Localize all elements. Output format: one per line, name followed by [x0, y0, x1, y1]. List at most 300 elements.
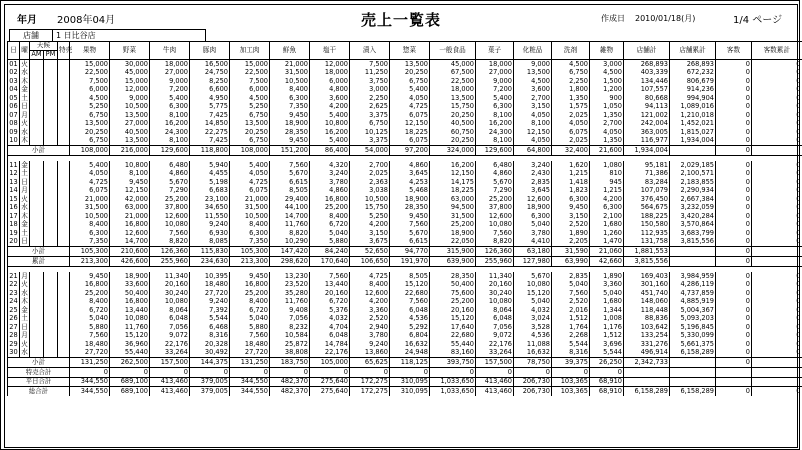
- value-cell: 2,363: [350, 178, 390, 187]
- value-cell: 6,075: [70, 187, 110, 196]
- value-cell: 3,675: [350, 238, 390, 247]
- value-cell: 4,050: [552, 120, 590, 129]
- value-cell: 16,500: [190, 60, 230, 69]
- value-cell: 13,500: [514, 69, 552, 78]
- value-cell: 13,500: [70, 120, 110, 129]
- weather-pm-cell: [44, 178, 58, 187]
- value-cell: 60,750: [430, 128, 476, 137]
- value-cell: 21,000: [70, 195, 110, 204]
- value-cell: 672,232: [670, 69, 716, 78]
- value-cell: 0: [716, 289, 752, 298]
- value-cell: 107,079: [624, 187, 670, 196]
- value-cell: 5,250: [230, 103, 270, 112]
- weather-am-cell: [30, 238, 44, 247]
- summary-value-cell: [624, 377, 670, 387]
- value-cell: 0: [716, 229, 752, 238]
- value-cell: 6,480: [150, 161, 190, 170]
- day-cell: 30: [9, 348, 18, 356]
- dow-cell: 金: [21, 305, 28, 314]
- value-cell: 13,500: [430, 94, 476, 103]
- value-cell: 2,100,571: [670, 170, 716, 179]
- value-cell: 6,750: [552, 69, 590, 78]
- value-cell: 31,500: [270, 69, 310, 78]
- value-cell: 2,025: [552, 111, 590, 120]
- dow-cell: 木: [21, 76, 28, 85]
- value-cell: 5,040: [514, 221, 552, 230]
- value-cell: 14,784: [310, 340, 350, 349]
- summary-value-cell: 2,342,733: [624, 358, 670, 368]
- summary-value-cell: 413,460: [476, 377, 514, 387]
- col-day: 日: [8, 42, 20, 60]
- value-cell: 0: [716, 298, 752, 307]
- value-cell: 27,720: [190, 289, 230, 298]
- value-cell: 4,950: [190, 94, 230, 103]
- weather-pm-cell: [44, 137, 58, 146]
- value-cell: 20,160: [476, 281, 514, 290]
- special-cell: [58, 195, 70, 204]
- weather-am-cell: [30, 332, 44, 341]
- summary-row: [8, 257, 802, 267]
- weather-pm-cell: [44, 204, 58, 213]
- summary-value-cell: [670, 257, 716, 267]
- weather-am-cell: [30, 221, 44, 230]
- value-cell: 36,960: [110, 340, 150, 349]
- value-cell: 6,300: [270, 94, 310, 103]
- weather-am-cell: [30, 204, 44, 213]
- value-cell: 55,440: [110, 349, 150, 358]
- value-cell: 20,328: [190, 340, 230, 349]
- day-cell: 23: [9, 288, 18, 297]
- value-cell: 169,403: [624, 272, 670, 281]
- day-cell: 04: [9, 85, 18, 93]
- value-cell: 3,815,556: [670, 238, 716, 247]
- value-cell: 150,580: [624, 221, 670, 230]
- weather-am-cell: [30, 349, 44, 358]
- value-cell: 9,450: [70, 272, 110, 281]
- value-cell: 9,000: [110, 94, 150, 103]
- value-cell: 0: [752, 298, 802, 307]
- value-cell: 1,215: [552, 170, 590, 179]
- col-weather-pm: PM: [44, 51, 58, 60]
- value-cell: 8,400: [270, 86, 310, 95]
- value-cell: 9,450: [552, 204, 590, 213]
- value-cell: 6,720: [310, 221, 350, 230]
- weather-am-cell: [30, 281, 44, 290]
- table-row: [8, 69, 802, 78]
- weather-am-cell: [30, 298, 44, 307]
- value-cell: 4,050: [230, 170, 270, 179]
- summary-row: [8, 247, 802, 257]
- value-cell: 3,024: [514, 315, 552, 324]
- value-cell: 22,176: [310, 349, 350, 358]
- value-cell: 4,320: [310, 161, 350, 170]
- value-cell: 45,000: [430, 60, 476, 69]
- value-cell: 268,893: [624, 60, 670, 69]
- value-cell: 22,050: [430, 238, 476, 247]
- day-cell: 20: [9, 237, 18, 245]
- day-cell: 15: [9, 194, 18, 203]
- value-cell: 8,820: [476, 238, 514, 247]
- day-cell: 28: [9, 331, 18, 339]
- weather-am-cell: [30, 137, 44, 146]
- value-cell: 83,284: [624, 178, 670, 187]
- value-cell: 0: [716, 170, 752, 179]
- summary-value-cell: 118,800: [190, 146, 230, 156]
- value-cell: 0: [716, 111, 752, 120]
- value-cell: 5,400: [476, 94, 514, 103]
- special-cell: [58, 120, 70, 129]
- value-cell: 3,000: [590, 60, 624, 69]
- store-field: [9, 29, 206, 41]
- summary-value-cell: 255,960: [150, 257, 190, 267]
- summary-value-cell: 65,625: [350, 358, 390, 368]
- value-cell: 1,350: [590, 137, 624, 146]
- value-cell: 0: [716, 306, 752, 315]
- value-cell: 6,720: [310, 298, 350, 307]
- value-cell: 1,800: [552, 86, 590, 95]
- value-cell: 7,500: [350, 60, 390, 69]
- value-cell: 0: [716, 128, 752, 137]
- special-cell: [58, 161, 70, 170]
- special-cell: [58, 170, 70, 179]
- value-cell: 4,885,919: [670, 298, 716, 307]
- value-cell: 5,775: [190, 103, 230, 112]
- value-cell: 1,680: [590, 298, 624, 307]
- summary-value-cell: 315,900: [430, 247, 476, 257]
- summary-label: 平日合計: [8, 377, 70, 387]
- weather-am-cell: [30, 120, 44, 129]
- weather-am-cell: [30, 128, 44, 137]
- value-cell: 33,264: [476, 349, 514, 358]
- summary-value-cell: [670, 358, 716, 368]
- value-cell: 451,740: [624, 289, 670, 298]
- summary-value-cell: 32,400: [552, 146, 590, 156]
- value-cell: 1,512: [590, 332, 624, 341]
- summary-value-cell: 3,815,556: [624, 257, 670, 267]
- weather-pm-cell: [44, 229, 58, 238]
- dow-cell: 水: [21, 288, 28, 297]
- value-cell: 564,675: [624, 204, 670, 213]
- value-cell: 45,000: [110, 69, 150, 78]
- value-cell: 22,275: [190, 128, 230, 137]
- value-cell: 15,750: [430, 103, 476, 112]
- value-cell: 6,930: [190, 229, 230, 238]
- summary-value-cell: 262,500: [110, 358, 150, 368]
- value-cell: 15,000: [70, 60, 110, 69]
- value-cell: 1,176: [590, 323, 624, 332]
- summary-value-cell: 105,300: [230, 247, 270, 257]
- value-cell: 37,800: [150, 204, 190, 213]
- value-cell: 7,200: [476, 86, 514, 95]
- special-cell: [58, 94, 70, 103]
- value-cell: 7,560: [552, 289, 590, 298]
- special-cell: [58, 221, 70, 230]
- value-cell: 4,737,859: [670, 289, 716, 298]
- summary-value-cell: 0: [552, 368, 590, 378]
- summary-value-cell: 379,005: [190, 377, 230, 387]
- value-cell: 16,632: [390, 340, 430, 349]
- summary-value-cell: 0: [270, 368, 310, 378]
- value-cell: 5,880: [230, 323, 270, 332]
- value-cell: 0: [752, 212, 802, 221]
- summary-value-cell: 689,100: [110, 377, 150, 387]
- summary-value-cell: 108,000: [230, 146, 270, 156]
- value-cell: 10,080: [150, 221, 190, 230]
- value-cell: 0: [716, 120, 752, 129]
- value-cell: 6,000: [70, 86, 110, 95]
- summary-value-cell: 213,300: [70, 257, 110, 267]
- value-cell: 2,250: [552, 77, 590, 86]
- value-cell: 4,860: [476, 170, 514, 179]
- value-cell: 12,600: [110, 229, 150, 238]
- special-cell: [58, 178, 70, 187]
- value-cell: 0: [752, 103, 802, 112]
- table-row: [8, 349, 802, 358]
- value-cell: 13,500: [110, 111, 150, 120]
- value-cell: 6,300: [514, 212, 552, 221]
- value-cell: 5,400: [390, 86, 430, 95]
- value-cell: 4,200: [310, 103, 350, 112]
- weather-am-cell: [30, 340, 44, 349]
- col-item: 雑物: [590, 42, 624, 60]
- value-cell: 7,560: [150, 229, 190, 238]
- value-cell: 3,150: [552, 212, 590, 221]
- value-cell: 2,205: [552, 238, 590, 247]
- value-cell: 6,600: [190, 86, 230, 95]
- summary-row: [8, 377, 802, 387]
- value-cell: 6,300: [70, 229, 110, 238]
- value-cell: 2,940: [350, 323, 390, 332]
- value-cell: 331,276: [624, 340, 670, 349]
- value-cell: 1,089,016: [670, 103, 716, 112]
- value-cell: 20,160: [150, 281, 190, 290]
- value-cell: 3,000: [350, 86, 390, 95]
- summary-value-cell: 52,650: [350, 247, 390, 257]
- value-cell: 33,600: [110, 281, 150, 290]
- value-cell: 5,040: [230, 315, 270, 324]
- summary-value-cell: 129,600: [150, 146, 190, 156]
- summary-value-cell: 6,158,289: [624, 387, 670, 396]
- value-cell: 4,536: [390, 315, 430, 324]
- value-cell: 6,750: [350, 120, 390, 129]
- special-cell: [58, 349, 70, 358]
- table-header-row: [8, 42, 802, 51]
- value-cell: 0: [752, 94, 802, 103]
- value-cell: 6,075: [552, 128, 590, 137]
- value-cell: 10,125: [350, 128, 390, 137]
- dow-cell: 火: [21, 339, 28, 348]
- value-cell: 3,232,059: [670, 204, 716, 213]
- value-cell: 363,005: [624, 128, 670, 137]
- value-cell: 20,250: [430, 137, 476, 146]
- table-row: [8, 204, 802, 213]
- value-cell: 13,500: [110, 137, 150, 146]
- sales-table: [7, 41, 802, 396]
- value-cell: 10,584: [270, 332, 310, 341]
- store-label: 店舗: [9, 29, 53, 42]
- value-cell: 16,200: [476, 120, 514, 129]
- value-cell: 5,400: [150, 94, 190, 103]
- summary-value-cell: 0: [350, 368, 390, 378]
- value-cell: 7,560: [230, 332, 270, 341]
- value-cell: 20,250: [70, 128, 110, 137]
- value-cell: 4,050: [390, 94, 430, 103]
- value-cell: 0: [752, 272, 802, 281]
- value-cell: 23,100: [190, 195, 230, 204]
- summary-value-cell: 379,005: [190, 387, 230, 396]
- value-cell: 900: [590, 94, 624, 103]
- value-cell: 15,120: [110, 332, 150, 341]
- summary-value-cell: 64,800: [514, 146, 552, 156]
- weather-am-cell: [30, 212, 44, 221]
- summary-value-cell: 298,620: [270, 257, 310, 267]
- value-cell: 0: [716, 77, 752, 86]
- summary-value-cell: 1,033,650: [430, 377, 476, 387]
- value-cell: 3,570,864: [670, 221, 716, 230]
- value-cell: 15,000: [230, 60, 270, 69]
- value-cell: 22,680: [390, 289, 430, 298]
- value-cell: 7,500: [70, 77, 110, 86]
- value-cell: 12,600: [514, 195, 552, 204]
- summary-value-cell: 426,600: [110, 257, 150, 267]
- value-cell: 21,000: [230, 195, 270, 204]
- summary-value-cell: 482,370: [270, 387, 310, 396]
- value-cell: 6,000: [230, 86, 270, 95]
- value-cell: 0: [752, 111, 802, 120]
- value-cell: 18,480: [230, 340, 270, 349]
- value-cell: 4,286,119: [670, 281, 716, 290]
- value-cell: 1,350: [590, 111, 624, 120]
- value-cell: 15,000: [110, 77, 150, 86]
- summary-value-cell: [752, 377, 802, 387]
- value-cell: 28,350: [270, 128, 310, 137]
- summary-value-cell: 172,275: [350, 377, 390, 387]
- value-cell: 7,560: [70, 332, 110, 341]
- value-cell: 13,860: [350, 349, 390, 358]
- summary-value-cell: 26,250: [590, 358, 624, 368]
- day-cell: 09: [9, 127, 18, 136]
- value-cell: 20,160: [310, 289, 350, 298]
- value-cell: 4,725: [70, 178, 110, 187]
- value-cell: 7,056: [150, 323, 190, 332]
- value-cell: 34,650: [190, 204, 230, 213]
- value-cell: 1,890: [552, 229, 590, 238]
- summary-value-cell: 210,600: [110, 247, 150, 257]
- value-cell: 10,500: [270, 77, 310, 86]
- summary-value-cell: 639,900: [430, 257, 476, 267]
- value-cell: 0: [752, 187, 802, 196]
- table-row: [8, 86, 802, 95]
- value-cell: 5,670: [270, 170, 310, 179]
- value-cell: 9,450: [390, 212, 430, 221]
- value-cell: 12,000: [310, 60, 350, 69]
- special-cell: [58, 128, 70, 137]
- day-cell: 21: [9, 271, 18, 280]
- value-cell: 5,330,099: [670, 332, 716, 341]
- value-cell: 3,750: [350, 77, 390, 86]
- summary-value-cell: 21,600: [590, 146, 624, 156]
- summary-value-cell: 39,375: [552, 358, 590, 368]
- dow-cell: 水: [21, 348, 28, 356]
- value-cell: 3,780: [350, 332, 390, 341]
- summary-value-cell: 103,365: [552, 377, 590, 387]
- value-cell: 16,200: [430, 161, 476, 170]
- value-cell: 0: [752, 306, 802, 315]
- value-cell: 2,520: [552, 221, 590, 230]
- value-cell: 4,455: [190, 170, 230, 179]
- summary-value-cell: 0: [150, 368, 190, 378]
- value-cell: 7,560: [390, 221, 430, 230]
- value-cell: 13,500: [390, 60, 430, 69]
- value-cell: 5,880: [310, 238, 350, 247]
- summary-row: [8, 146, 802, 156]
- summary-value-cell: [752, 247, 802, 257]
- summary-value-cell: 0: [310, 368, 350, 378]
- value-cell: 14,700: [110, 238, 150, 247]
- value-cell: 4,050: [70, 170, 110, 179]
- value-cell: 27,000: [150, 69, 190, 78]
- value-cell: 30,240: [476, 289, 514, 298]
- value-cell: 5,250: [70, 103, 110, 112]
- value-cell: 9,240: [350, 340, 390, 349]
- weather-pm-cell: [44, 332, 58, 341]
- special-cell: [58, 229, 70, 238]
- value-cell: 22,176: [476, 340, 514, 349]
- value-cell: 44,100: [270, 204, 310, 213]
- value-cell: 25,200: [310, 204, 350, 213]
- created-date: 2010/01/18(月): [635, 14, 696, 23]
- page-indicator: 1/4 ページ: [733, 15, 783, 26]
- value-cell: 17,640: [430, 323, 476, 332]
- summary-value-cell: 103,365: [552, 387, 590, 396]
- value-cell: 14,700: [270, 212, 310, 221]
- store-value: 1 日比谷店: [53, 29, 206, 42]
- value-cell: 0: [752, 229, 802, 238]
- value-cell: 31,500: [230, 204, 270, 213]
- day-cell: 19: [9, 228, 18, 237]
- day-cell: 02: [9, 68, 18, 76]
- value-cell: 5,400: [70, 161, 110, 170]
- summary-row: [8, 368, 802, 378]
- summary-value-cell: 216,000: [110, 146, 150, 156]
- value-cell: 5,468: [390, 187, 430, 196]
- value-cell: 806,679: [670, 77, 716, 86]
- summary-value-cell: 0: [590, 368, 624, 378]
- value-cell: 0: [752, 137, 802, 146]
- day-cell: 26: [9, 314, 18, 322]
- summary-value-cell: 78,750: [514, 358, 552, 368]
- summary-value-cell: 31,590: [552, 247, 590, 257]
- summary-value-cell: 344,550: [230, 377, 270, 387]
- day-cell: 06: [9, 102, 18, 110]
- summary-value-cell: 413,460: [150, 377, 190, 387]
- value-cell: 8,100: [514, 120, 552, 129]
- value-cell: 22,500: [230, 69, 270, 78]
- value-cell: 15,120: [390, 281, 430, 290]
- value-cell: 0: [752, 77, 802, 86]
- value-cell: 8,085: [190, 238, 230, 247]
- dow-cell: 月: [21, 186, 28, 194]
- weather-am-cell: [30, 195, 44, 204]
- value-cell: 6,750: [390, 77, 430, 86]
- value-cell: 2,268: [552, 332, 590, 341]
- value-cell: 20,250: [390, 69, 430, 78]
- value-cell: 2,025: [350, 170, 390, 179]
- value-cell: 5,004,367: [670, 306, 716, 315]
- day-cell: 01: [9, 59, 18, 68]
- value-cell: 7,350: [230, 238, 270, 247]
- value-cell: 376,450: [624, 195, 670, 204]
